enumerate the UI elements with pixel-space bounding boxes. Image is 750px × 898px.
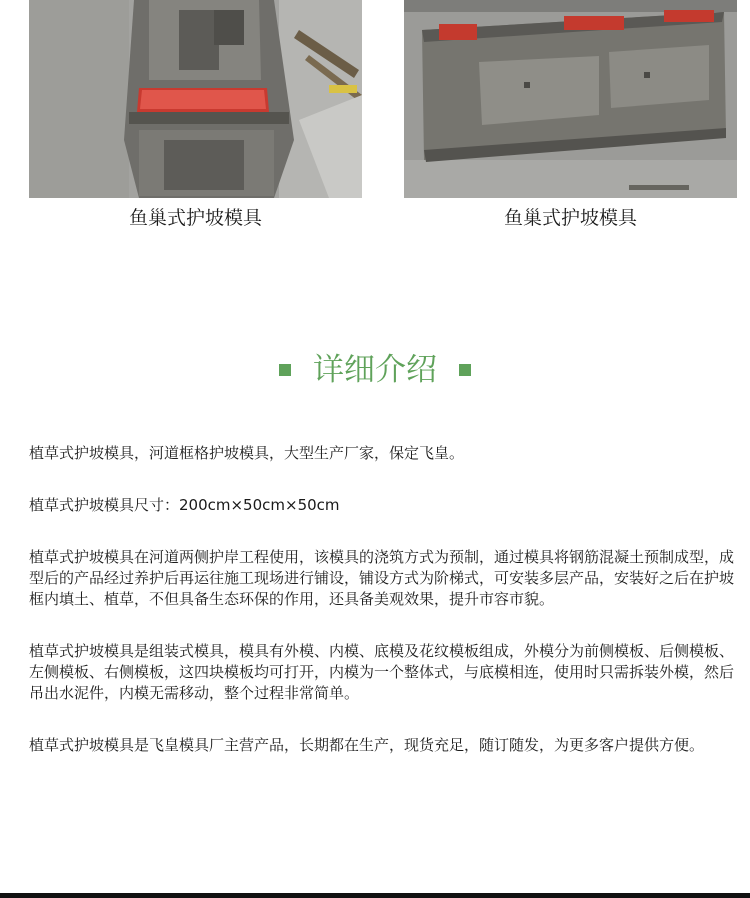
square-bullet-icon — [279, 364, 291, 376]
description-paragraph: 植草式护坡模具，河道框格护坡模具，大型生产厂家，保定飞皇。 — [29, 444, 465, 462]
section-heading — [0, 350, 750, 390]
section-heading-text: 详细介绍 — [313, 352, 437, 388]
product-photo-left — [29, 0, 362, 198]
product-caption-left: 鱼巢式护坡模具 — [128, 207, 262, 229]
square-bullet-icon — [459, 364, 471, 376]
product-caption-right: 鱼巢式护坡模具 — [503, 207, 637, 229]
description-paragraph: 植草式护坡模具是飞皇模具厂主营产品，长期都在生产，现货充足，随订随发，为更多客户提供方便。 — [29, 736, 705, 754]
mold-photo-image — [29, 0, 362, 198]
mold-photo-image — [404, 0, 737, 198]
size-paragraph: 植草式护坡模具尺寸：200cm×50cm×50cm — [29, 496, 340, 514]
bottom-divider — [0, 893, 750, 898]
description-paragraph: 植草式护坡模具在河道两侧护岸工程使用，该模具的浇筑方式为预制，通过模具将钢筋混凝土预制成型，成型后的产品经过养护后再运往施工现场进行铺设，铺设方式为阶梯式，可安装多层产品，安装好之后在护坡框内填土、植草，不但具备生态环保的作用，还具备美观效果，提升市容市貌。 — [29, 548, 735, 608]
product-photo-right — [404, 0, 737, 198]
description-paragraph: 植草式护坡模具是组装式模具，模具有外模、内模、底模及花纹模板组成，外模分为前侧模板、后侧模板、左侧模板、右侧模板，这四块模板均可打开，内模为一个整体式，与底模相连，使用时只需拆装外模，然后吊出水泥件，内模无需移动，整个过程非常简单。 — [29, 642, 735, 702]
